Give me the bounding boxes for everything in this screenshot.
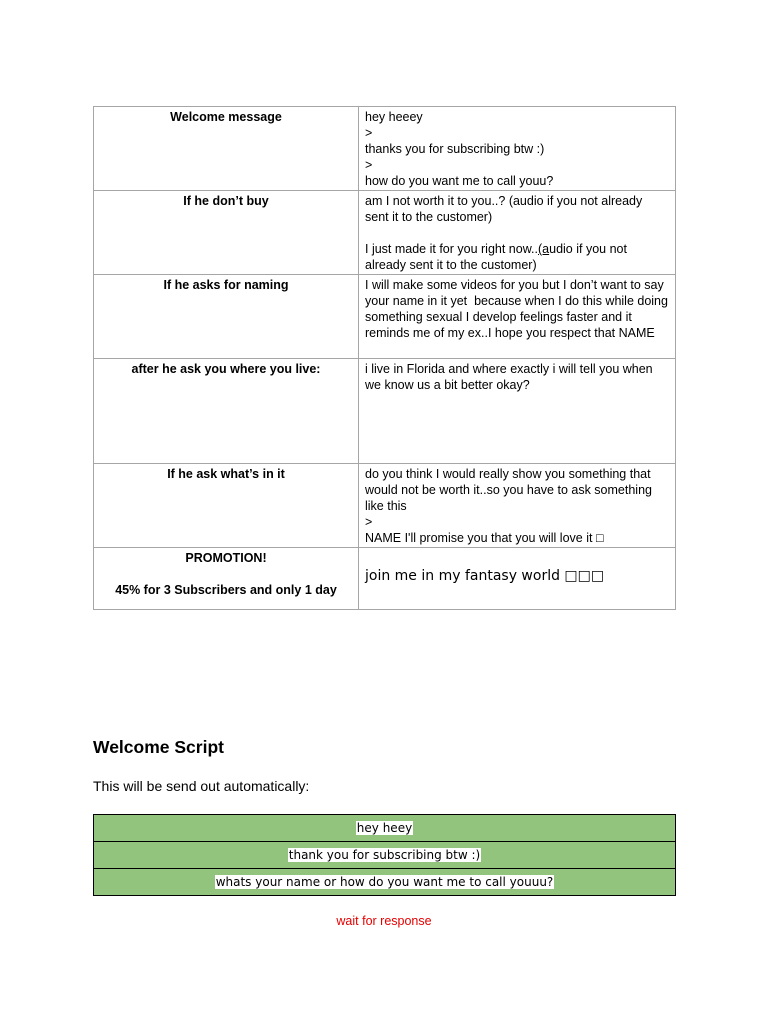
script-table bbox=[93, 106, 676, 610]
promotion-detail: 45% for 3 Subscribers and only 1 day bbox=[115, 583, 337, 597]
reply-line: > bbox=[365, 515, 373, 529]
row-reply bbox=[359, 359, 676, 464]
blank-line bbox=[365, 225, 669, 241]
wait-note: wait for response bbox=[336, 914, 432, 928]
row-label: Welcome message bbox=[94, 107, 359, 191]
row-reply bbox=[359, 464, 676, 548]
row-label: after he ask you where you live: bbox=[94, 359, 359, 464]
reply-line: do you think I would really show you something that would not be worth it..so you have to ask something like this bbox=[365, 467, 656, 513]
reply-line: NAME I'll promise you that you will love it □ bbox=[365, 531, 604, 545]
table-row bbox=[94, 359, 676, 464]
reply-line: I will make some videos for you but I don’t want to say your name in it yet because when I do this while doing something sexual I develop feelings faster and it reminds me of my ex..I hope you respect that NAME bbox=[365, 278, 672, 340]
table-row bbox=[94, 869, 676, 896]
reply-line: thanks you for subscribing btw :) bbox=[365, 142, 545, 156]
reply-text: udio if you not already sent it to the customer) bbox=[365, 242, 631, 272]
table-row bbox=[94, 548, 676, 610]
message-cell bbox=[94, 815, 676, 842]
row-label: If he asks for naming bbox=[94, 275, 359, 359]
message-cell bbox=[94, 842, 676, 869]
promotion-title: PROMOTION! bbox=[185, 551, 267, 565]
row-reply bbox=[359, 548, 676, 610]
reply-line: hey heeey bbox=[365, 110, 423, 124]
reply-line bbox=[365, 241, 669, 273]
table-row bbox=[94, 275, 676, 359]
table-row bbox=[94, 464, 676, 548]
table-row bbox=[94, 191, 676, 275]
row-label bbox=[94, 548, 359, 610]
row-reply bbox=[359, 191, 676, 275]
promotion-reply: join me in my fantasy world □□□ bbox=[365, 568, 605, 584]
row-label: If he don’t buy bbox=[94, 191, 359, 275]
reply-line: am I not worth it to you..? (audio if you not already sent it to the customer) bbox=[365, 194, 646, 224]
welcome-messages-table bbox=[93, 814, 676, 896]
section-subtext: This will be send out automatically: bbox=[93, 778, 310, 794]
section-heading: Welcome Script bbox=[93, 737, 224, 757]
underlined-text: (a bbox=[538, 242, 550, 256]
table-row bbox=[94, 842, 676, 869]
reply-text: I just made it for you right now.. bbox=[365, 242, 538, 256]
message-text: thank you for subscribing btw :) bbox=[288, 848, 481, 862]
reply-line: i live in Florida and where exactly i will tell you when we know us a bit better okay? bbox=[365, 362, 657, 392]
table-row bbox=[94, 815, 676, 842]
row-label: If he ask what’s in it bbox=[94, 464, 359, 548]
reply-line: how do you want me to call youu? bbox=[365, 174, 554, 188]
row-reply bbox=[359, 107, 676, 191]
reply-line: > bbox=[365, 158, 373, 172]
reply-line: > bbox=[365, 126, 373, 140]
blank-line bbox=[100, 566, 352, 582]
table-row bbox=[94, 107, 676, 191]
row-reply bbox=[359, 275, 676, 359]
message-cell bbox=[94, 869, 676, 896]
message-text: whats your name or how do you want me to call youuu? bbox=[215, 875, 554, 889]
message-text: hey heey bbox=[356, 821, 413, 835]
